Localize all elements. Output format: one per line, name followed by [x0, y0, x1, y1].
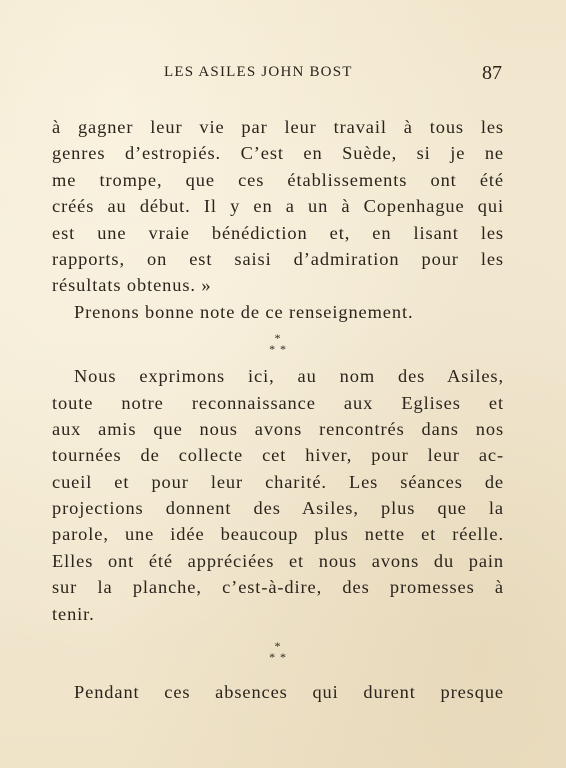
- section-separator: [52, 627, 504, 679]
- text-line: projections donnent des Asiles, plus que la: [52, 498, 504, 519]
- section-separator: [52, 325, 504, 363]
- paragraph-continued: [52, 114, 504, 299]
- asterism-top: *: [274, 639, 282, 654]
- asterism-bottom: * *: [269, 342, 287, 357]
- page-number: 87: [482, 62, 502, 84]
- text-line: aux amis que nous avons rencontrés dans nos: [52, 418, 504, 439]
- paragraph-absences: [52, 679, 504, 705]
- text-line: parole, une idée beaucoup plus nette et réelle.: [52, 524, 504, 545]
- text-line: résultats obtenus. »: [52, 275, 212, 296]
- asterism-bottom: * *: [269, 650, 287, 665]
- text-line: Nous exprimons ici, au nom des Asiles,: [74, 366, 504, 387]
- text-line: tournées de collecte cet hiver, pour leur ac-: [52, 445, 504, 466]
- text-line: est une vraie bénédiction et, en lisant les: [52, 222, 504, 243]
- paragraph-thanks: [52, 363, 504, 627]
- body-text: [52, 114, 504, 705]
- page-header: [52, 62, 504, 88]
- running-head: LES ASILES JOHN BOST: [164, 64, 353, 80]
- text-line: cueil et pour leur charité. Les séances de: [52, 471, 504, 492]
- text-line: à gagner leur vie par leur travail à tous les: [52, 117, 504, 137]
- text-line: tenir.: [52, 603, 95, 624]
- paragraph-note: [52, 299, 504, 325]
- text-line: rapports, on est saisi d’admiration pour les: [52, 248, 504, 269]
- text-line: genres d’estropiés. C’est en Suède, si je ne: [52, 143, 504, 164]
- text-line: Elles ont été appréciées et nous avons du pain: [52, 550, 504, 571]
- text-line: Pendant ces absences qui durent presque: [74, 682, 504, 703]
- text-line: me trompe, que ces établissements ont été: [52, 169, 504, 190]
- text-line: Prenons bonne note de ce renseignement.: [74, 301, 414, 322]
- asterism-top: *: [274, 331, 282, 346]
- text-line: toute notre reconnaissance aux Eglises et: [52, 392, 504, 413]
- text-line: créés au début. Il y en a un à Copenhague qui: [52, 196, 504, 217]
- text-line: sur la planche, c’est-à-dire, des promesses à: [52, 577, 504, 598]
